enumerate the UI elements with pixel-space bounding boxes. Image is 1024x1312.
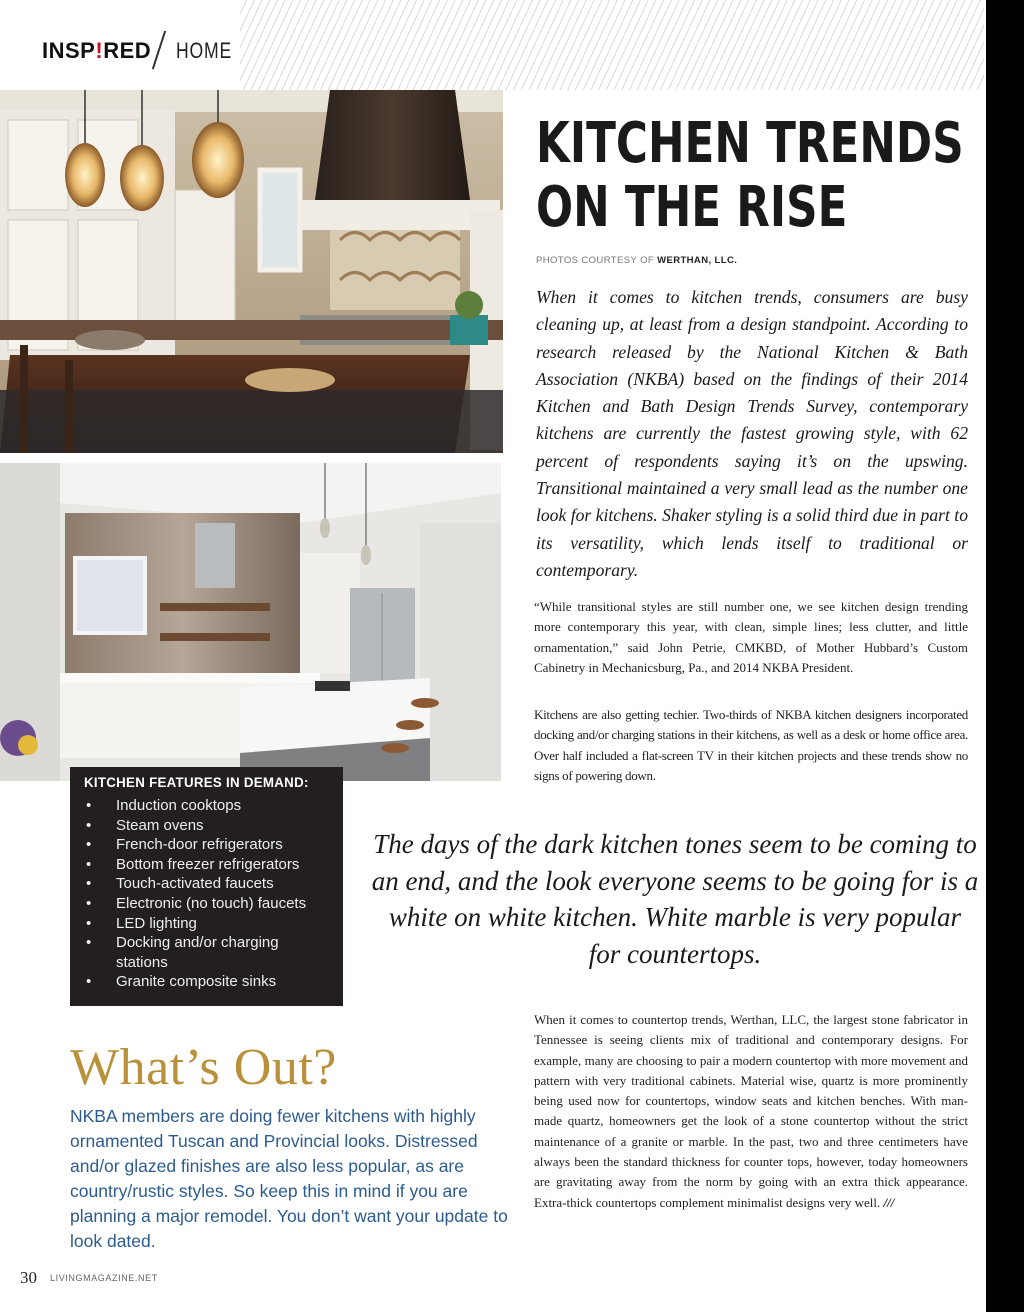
feature-label: stations [116, 953, 168, 971]
body-paragraph-3 [534, 1010, 968, 1213]
kitchen-photo-traditional [0, 90, 503, 453]
bullet: • [86, 894, 92, 912]
features-sidebar [70, 767, 343, 1006]
bullet: • [86, 934, 92, 952]
section-label: HOME [176, 38, 232, 63]
whats-out-heading: What’s Out? [70, 1039, 337, 1096]
title-line-2: ON THE RISE [536, 175, 848, 240]
article-title [536, 112, 964, 240]
site-url: LIVINGMAGAZINE.NET [50, 1273, 158, 1283]
feature-item [84, 855, 329, 875]
photo-credit [536, 255, 737, 266]
bullet: • [86, 973, 92, 991]
title-line-1: KITCHEN TRENDS [536, 111, 964, 176]
credit-prefix: PHOTOS COURTESY OF [536, 255, 658, 266]
page-number: 30 [20, 1268, 37, 1287]
body-paragraph-2: Kitchens are also getting techier. Two-thirds of NKBA kitchen designers incorporated docking and/or charging stations in their kitchens, as well as a desk or home office area. Over half included a flat-screen TV in their kitchen projects and these trends show no signs of powering down. [534, 707, 968, 783]
feature-item-continuation [84, 953, 329, 973]
brand-bang: ! [95, 38, 104, 63]
feature-label: Touch-activated faucets [116, 875, 274, 893]
feature-item [84, 816, 329, 836]
feature-item [84, 933, 329, 953]
feature-label: Granite composite sinks [116, 973, 277, 991]
bullet: • [86, 816, 92, 834]
feature-item [84, 796, 329, 816]
bullet: • [86, 797, 92, 814]
feature-item [84, 914, 329, 934]
features-heading: KITCHEN FEATURES IN DEMAND: [84, 774, 309, 790]
feature-item [84, 835, 329, 855]
feature-label: French-door refrigerators [116, 836, 283, 854]
feature-label: Induction cooktops [116, 797, 242, 814]
pull-quote: The days of the dark kitchen tones seem to be coming to an end, and the look everyone seems to be going for is a white on white kitchen. White marble is very popular for countertops. [371, 829, 979, 969]
whats-out-body: NKBA members are doing fewer kitchens with highly ornamented Tuscan and Provincial looks. Distressed and/or glazed finishes are also less popular, as are country/rustic styles. So keep this in mind if you are planning a major remodel. You don’t want your update to look dated. [70, 1106, 508, 1251]
brand-prefix: INSP [42, 38, 96, 63]
kitchen-photo-contemporary [0, 463, 501, 781]
features-list [84, 796, 329, 992]
feature-label: Docking and/or charging [116, 934, 279, 952]
bullet: • [86, 836, 92, 854]
feature-label: LED lighting [116, 914, 197, 932]
brand-logo [42, 38, 151, 64]
feature-item [84, 894, 329, 914]
body-paragraph-1: “While transitional styles are still number one, we see kitchen design trending more contemporary this year, with clean, simple lines; less clutter, and little ornamentation,” said John Petrie, CMKBD, of Mother Hubbard’s Custom Cabinetry in Mechanicsburg, Pa., and 2014 NKBA President. [534, 599, 968, 675]
bullet: • [86, 875, 92, 893]
bullet: • [86, 855, 92, 873]
feature-label: Steam ovens [116, 816, 204, 834]
intro-paragraph: When it comes to kitchen trends, consumers are busy cleaning up, at least from a design standpoint. According to research released by the National Kitchen & Bath Association (NKBA) based on the findings of their 2014 Kitchen and Bath Design Trends Survey, contemporary kitchens are currently the fastest growing style, with 62 percent of respondents saying it’s on the upswing. Transitional maintained a very small lead as the number one look for kitchens. Shaker styling is a solid third due in part to its versatility, which lends itself to traditional or contemporary. [536, 287, 968, 580]
feature-item [84, 874, 329, 894]
bullet: • [86, 914, 92, 932]
brand-suffix: RED [103, 38, 152, 63]
feature-item [84, 972, 329, 992]
end-mark: /// [883, 1194, 895, 1210]
page-edge-bar [986, 0, 1024, 1312]
feature-label: Electronic (no touch) faucets [116, 894, 307, 912]
credit-name: WERTHAN, LLC. [657, 255, 738, 266]
feature-label: Bottom freezer refrigerators [116, 855, 300, 873]
body-paragraph-3-text: When it comes to countertop trends, Werthan, LLC, the largest stone fabricator in Tennessee is seeing clients mix of traditional and contemporary designs. For example, many are choosing to pair a modern countertop with more movement and pattern with very traditional cabinets. Material wise, quartz is more prominently being used now for countertops, window seats and kitchen benches. With man-made quartz, homeowners get the look of a stone countertop without the strict maintenance of a granite or marble. In the past, two and three centimeters have always been the standard thickness for counter tops, however, today homeowners are gravitating away from the norm by going with an extra thick appearance. Extra-thick countertops complement minimalist designs very well. [534, 1012, 968, 1210]
